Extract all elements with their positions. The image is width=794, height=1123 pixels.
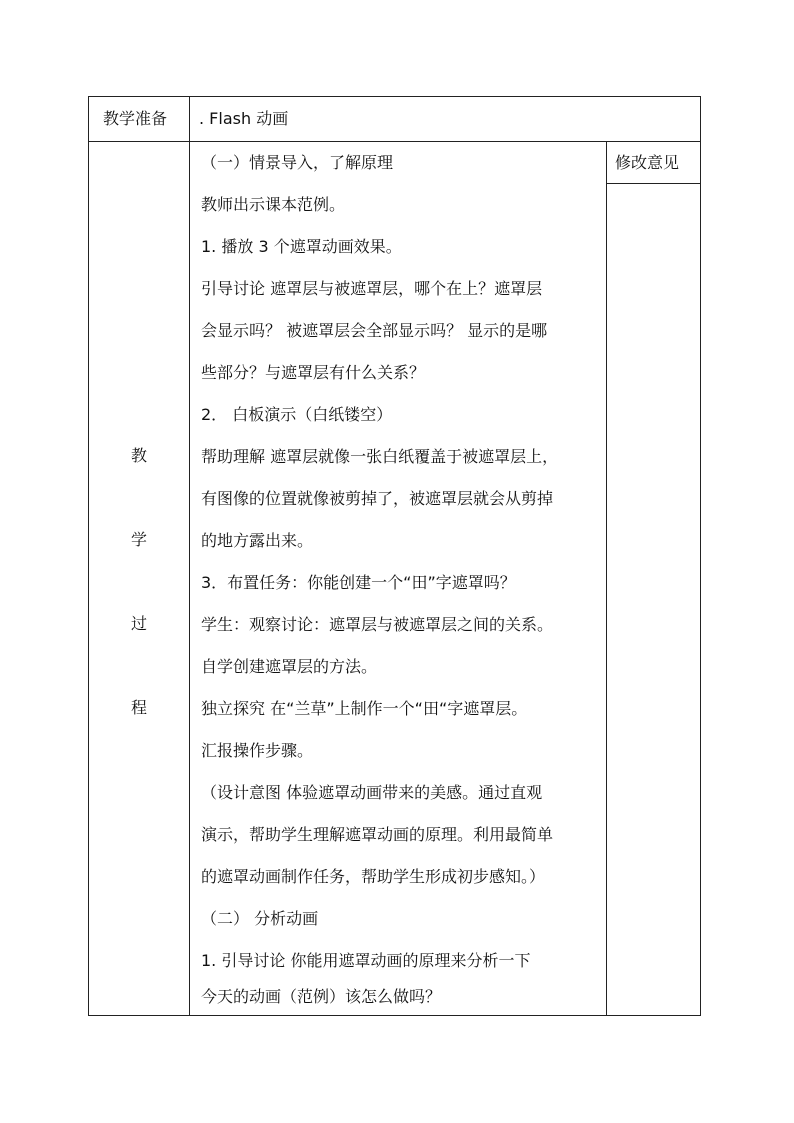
column-divider — [189, 97, 190, 1015]
revision-header-divider — [606, 183, 700, 184]
body-line: （设计意图 体验遮罩动画带来的美感。通过直观 — [201, 783, 543, 802]
body-line: 教师出示课本范例。 — [201, 195, 346, 214]
body-line: 3．布置任务：你能创建一个“田”字遮罩吗？ — [201, 573, 516, 592]
body-line: 些部分？与遮罩层有什么关系？ — [201, 363, 426, 382]
body-line: 有图像的位置就像被剪掉了，被遮罩层就会从剪掉 — [201, 489, 554, 508]
row-divider — [89, 141, 700, 142]
body-line: 的遮罩动画制作任务，帮助学生形成初步感知。） — [201, 867, 546, 886]
body-line: 1. 引导讨论 你能用遮罩动画的原理来分析一下 — [201, 951, 531, 970]
lesson-plan-table — [88, 96, 701, 1016]
revision-column-divider — [606, 141, 607, 1015]
process-char-3: 过 — [130, 614, 147, 633]
body-line: 汇报操作步骤。 — [201, 741, 314, 760]
body-line: 自学创建遮罩层的方法。 — [201, 657, 378, 676]
process-char-4: 程 — [130, 698, 147, 717]
body-line: 独立探究 在“兰草”上制作一个“田“字遮罩层。 — [201, 699, 528, 718]
body-line: 演示，帮助学生理解遮罩动画的原理。利用最简单 — [201, 825, 554, 844]
process-char-1: 教 — [130, 446, 147, 465]
body-line: （二） 分析动画 — [201, 909, 319, 928]
body-line: 2． 白板演示（白纸镂空） — [201, 405, 393, 424]
revision-title: 修改意见 — [615, 153, 680, 172]
body-line: 的地方露出来。 — [201, 531, 314, 550]
body-line: 学生：观察讨论：遮罩层与被遮罩层之间的关系。 — [201, 615, 554, 634]
body-line: 今天的动画（范例）该怎么做吗？ — [201, 987, 442, 1006]
prep-label: 教学准备 — [103, 109, 168, 128]
body-line: 帮助理解 遮罩层就像一张白纸覆盖于被遮罩层上， — [201, 447, 559, 466]
body-line: 引导讨论 遮罩层与被遮罩层，哪个在上？遮罩层 — [201, 279, 543, 298]
body-line: 会显示吗？ 被遮罩层会全部显示吗？ 显示的是哪 — [201, 321, 548, 340]
process-char-2: 学 — [130, 530, 147, 549]
body-line: （一）情景导入，了解原理 — [201, 153, 394, 172]
body-line: 1. 播放 3 个遮罩动画效果。 — [201, 237, 402, 256]
prep-content: . Flash 动画 — [199, 109, 289, 128]
